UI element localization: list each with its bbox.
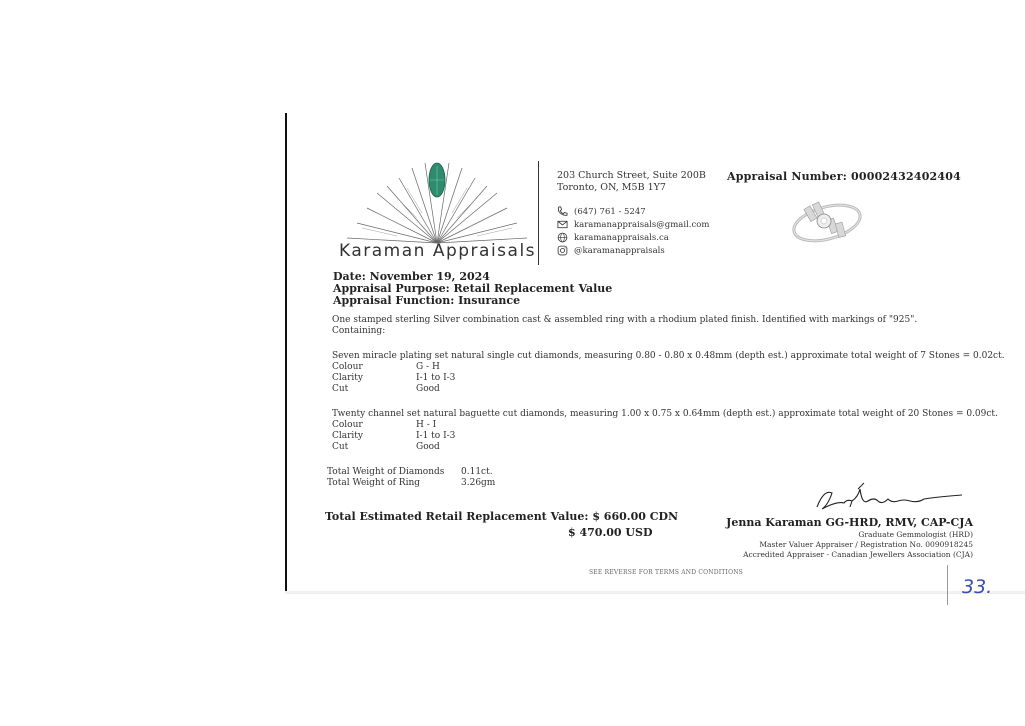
stone-group-1 bbox=[332, 351, 1005, 395]
stone-group-2 bbox=[332, 409, 998, 453]
cut-value: Good bbox=[416, 384, 440, 394]
instagram-icon bbox=[557, 245, 568, 256]
stone-group-1-cut bbox=[332, 384, 1005, 395]
colour-label: Colour bbox=[332, 362, 363, 372]
contact-phone bbox=[557, 205, 709, 218]
containing-label: Containing: bbox=[332, 326, 386, 336]
contact-instagram-text: @karamanappraisals bbox=[574, 245, 665, 256]
credential-3: Accredited Appraiser - Canadian Jewellers Association (CJA) bbox=[743, 550, 973, 559]
ring-weight-row bbox=[327, 478, 495, 489]
stone-group-1-clarity bbox=[332, 373, 1005, 384]
contact-list bbox=[557, 205, 709, 257]
diamond-weight-value: 0.11ct. bbox=[461, 467, 493, 477]
cut-label: Cut bbox=[332, 442, 349, 452]
total-value-usd: $ 470.00 USD bbox=[568, 526, 653, 539]
clarity-label: Clarity bbox=[332, 373, 364, 383]
total-value-cdn: Total Estimated Retail Replacement Value: $ 660.00 CDN bbox=[325, 510, 679, 523]
stone-group-1-colour bbox=[332, 362, 1005, 373]
ring-photo bbox=[777, 185, 867, 255]
credential-1: Graduate Gemmologist (HRD) bbox=[858, 530, 973, 539]
cut-value: Good bbox=[416, 442, 440, 452]
contact-web-text: karamanappraisals.ca bbox=[574, 232, 669, 243]
description-text: One stamped sterling Silver combination cast & assembled ring with a rhodium plated finish. Identified with markings of "925". bbox=[332, 315, 918, 325]
clarity-label: Clarity bbox=[332, 431, 364, 441]
ring-weight-label: Total Weight of Ring bbox=[327, 478, 421, 488]
address-block bbox=[557, 170, 706, 194]
credential-2: Master Valuer Appraiser / Registration No. 0090918245 bbox=[759, 540, 973, 549]
contact-instagram bbox=[557, 244, 709, 257]
contact-email bbox=[557, 218, 709, 231]
signature-image bbox=[812, 479, 972, 519]
stone-group-2-colour bbox=[332, 420, 998, 431]
stone-group-2-clarity bbox=[332, 431, 998, 442]
ring-weight-value: 3.26gm bbox=[461, 478, 496, 488]
stone-group-2-text: Twenty channel set natural baguette cut diamonds, measuring 1.00 x 0.75 x 0.64mm (depth est.) approximate total weight of 20 Stones = 0.09ct. bbox=[332, 409, 998, 419]
appraisal-header bbox=[333, 271, 612, 307]
contact-email-text: karamanappraisals@gmail.com bbox=[574, 219, 710, 230]
document-bottom-edge bbox=[285, 591, 1025, 593]
appraiser-name: Jenna Karaman GG-HRD, RMV, CAP-CJA bbox=[726, 516, 973, 529]
globe-icon bbox=[557, 232, 568, 243]
appraiser-credentials bbox=[743, 530, 973, 560]
phone-icon bbox=[557, 206, 568, 217]
colour-value: G - H bbox=[416, 362, 440, 372]
email-icon bbox=[557, 219, 568, 230]
colour-label: Colour bbox=[332, 420, 363, 430]
address-line-1: 203 Church Street, Suite 200B bbox=[557, 170, 706, 181]
stone-group-2-cut bbox=[332, 442, 998, 453]
cut-label: Cut bbox=[332, 384, 349, 394]
diamond-weight-label: Total Weight of Diamonds bbox=[327, 467, 445, 477]
clarity-value: I-1 to I-3 bbox=[416, 431, 456, 441]
address-line-2: Toronto, ON, M5B 1Y7 bbox=[557, 182, 666, 193]
terms-note: SEE REVERSE FOR TERMS AND CONDITIONS bbox=[589, 569, 743, 576]
contact-phone-text: (647) 761 - 5247 bbox=[574, 206, 646, 217]
diamond-weight-row bbox=[327, 467, 495, 478]
stone-group-1-text: Seven miracle plating set natural single cut diamonds, measuring 0.80 - 0.80 x 0.48mm (depth est.) approximate total weight of 7 Stones = 0.02ct. bbox=[332, 351, 1005, 361]
page-number: 33. bbox=[962, 576, 993, 598]
appraisal-purpose: Appraisal Purpose: Retail Replacement Value bbox=[333, 282, 613, 295]
contact-web bbox=[557, 231, 709, 244]
header-divider bbox=[538, 161, 539, 265]
item-description bbox=[332, 315, 917, 337]
appraisal-function: Appraisal Function: Insurance bbox=[333, 294, 521, 307]
appraisal-number: Appraisal Number: 00002432402404 bbox=[727, 170, 961, 183]
appraisal-date: Date: November 19, 2024 bbox=[333, 270, 490, 283]
brand-name: Karaman Appraisals bbox=[339, 241, 537, 261]
appraisal-document bbox=[285, 113, 1025, 593]
colour-value: H - I bbox=[416, 420, 437, 430]
weights-block bbox=[327, 467, 495, 489]
clarity-value: I-1 to I-3 bbox=[416, 373, 456, 383]
